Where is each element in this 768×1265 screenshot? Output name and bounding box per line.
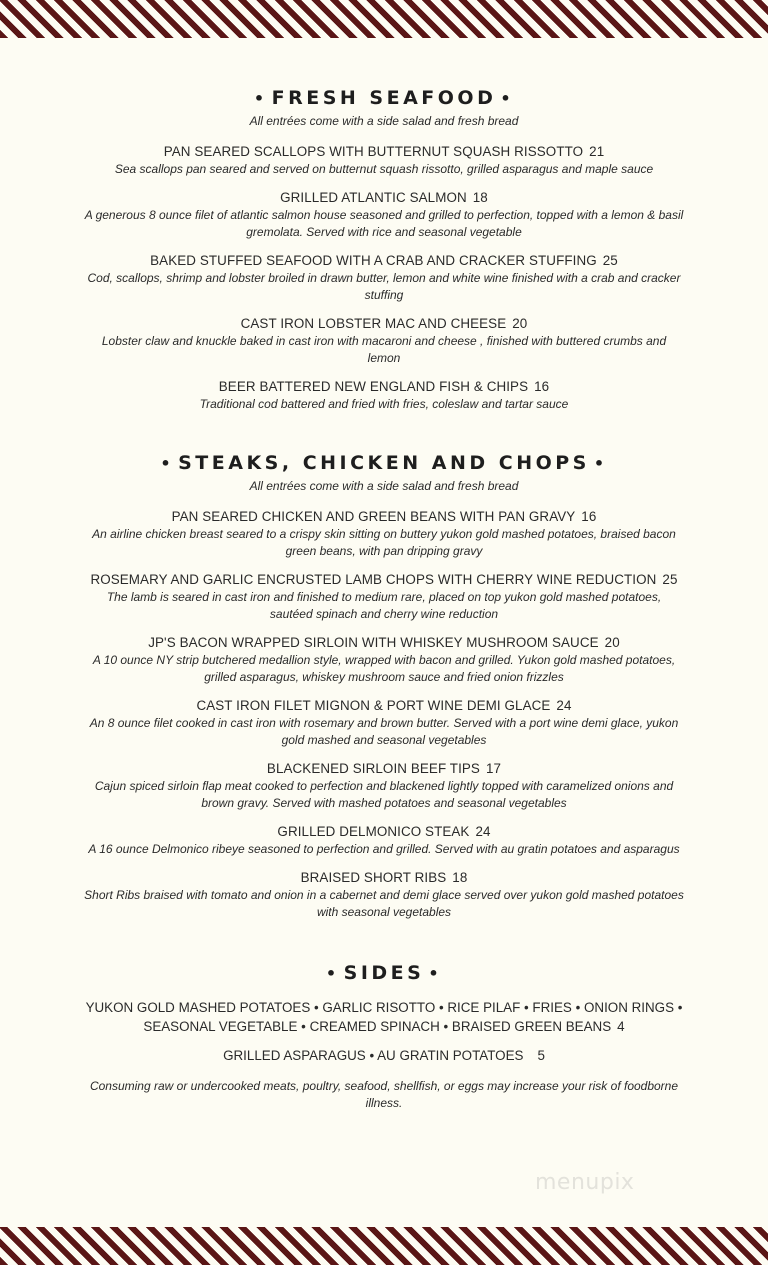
sides-price-1: 4	[617, 1019, 625, 1034]
bottom-stripe-border	[0, 1227, 768, 1265]
menu-item	[0, 143, 768, 178]
item-description: Sea scallops pan seared and served on butternut squash rissotto, grilled asparagus and maple sauce	[114, 162, 654, 176]
item-description: Traditional cod battered and fried with fries, coleslaw and tartar sauce	[199, 397, 569, 411]
item-description: Short Ribs braised with tomato and onion in a cabernet and demi glace served over yukon gold mashed potatoes with seasonal vegetables	[84, 888, 684, 919]
item-name-line	[0, 189, 768, 207]
section-title: • FRESH SEAFOOD •	[253, 87, 515, 109]
menu-item	[0, 760, 768, 812]
item-name: PAN SEARED SCALLOPS WITH BUTTERNUT SQUASH RISSOTTO	[163, 144, 584, 159]
item-description: The lamb is seared in cast iron and finished to medium rare, placed on top yukon gold mashed potatoes, sautéed spinach and cherry wine reduction	[106, 590, 662, 621]
watermark-logo: menupix	[535, 1170, 635, 1195]
section-subtitle: All entrées come with a side salad and fresh bread	[249, 114, 519, 128]
item-description: An airline chicken breast seared to a crispy skin sitting on buttery yukon gold mashed potatoes, braised bacon green beans, with pan dripping gravy	[92, 527, 676, 558]
item-name: PAN SEARED CHICKEN AND GREEN BEANS WITH PAN GRAVY	[171, 509, 576, 524]
section-subtitle: All entrées come with a side salad and fresh bread	[249, 479, 519, 493]
item-name-line	[0, 869, 768, 887]
item-name: JP'S BACON WRAPPED SIRLOIN WITH WHISKEY MUSHROOM SAUCE	[148, 635, 599, 650]
sides-list-line-2: GRILLED ASPARAGUS • AU GRATIN POTATOES 5	[223, 1048, 545, 1063]
item-name-line	[0, 508, 768, 526]
menu-item	[0, 634, 768, 686]
menu-item	[0, 378, 768, 413]
item-name-line	[0, 760, 768, 778]
sides-list-line-1: YUKON GOLD MASHED POTATOES • GARLIC RISOTTO • RICE PILAF • FRIES • ONION RINGS • SEASONAL VEGETABLE • CREAMED SPINACH • BRAISED GREEN BEANS 4	[85, 1000, 683, 1034]
item-price: 16	[581, 509, 597, 524]
item-price: 25	[662, 572, 678, 587]
item-name-line	[0, 823, 768, 841]
item-price: 20	[512, 316, 528, 331]
item-name-line	[0, 634, 768, 652]
item-description: Lobster claw and knuckle baked in cast iron with macaroni and cheese , finished with buttered crumbs and lemon	[101, 334, 667, 365]
item-description: Cajun spiced sirloin flap meat cooked to perfection and blackened lightly topped with caramelized onions and brown gravy. Served with mashed potatoes and seasonal vegetables	[94, 779, 674, 810]
item-name: GRILLED ATLANTIC SALMON	[280, 190, 467, 205]
menu-item	[0, 508, 768, 560]
item-price: 16	[534, 379, 550, 394]
item-price: 24	[475, 824, 491, 839]
item-name-line	[0, 378, 768, 396]
health-disclaimer: Consuming raw or undercooked meats, poultry, seafood, shellfish, or eggs may increase your risk of foodborne illness.	[89, 1079, 679, 1110]
item-name: CAST IRON LOBSTER MAC AND CHEESE	[240, 316, 507, 331]
item-name: GRILLED DELMONICO STEAK	[277, 824, 470, 839]
item-name: BEER BATTERED NEW ENGLAND FISH & CHIPS	[218, 379, 529, 394]
item-price: 21	[589, 144, 605, 159]
item-description: Cod, scallops, shrimp and lobster broiled in drawn butter, lemon and white wine finished with a crab and cracker stuffing	[87, 271, 681, 302]
section-title: • STEAKS, CHICKEN AND CHOPS •	[160, 452, 608, 474]
item-name: BRAISED SHORT RIBS	[300, 870, 447, 885]
section-sides	[0, 959, 768, 1112]
menu-item	[0, 697, 768, 749]
menu-item	[0, 571, 768, 623]
section-steaks-chicken-chops	[0, 449, 768, 921]
item-price: 20	[604, 635, 620, 650]
item-name-line	[0, 315, 768, 333]
top-stripe-border	[0, 0, 768, 38]
item-name: BLACKENED SIRLOIN BEEF TIPS	[266, 761, 480, 776]
item-name: BAKED STUFFED SEAFOOD WITH A CRAB AND CRACKER STUFFING	[150, 253, 597, 268]
menu-item	[0, 315, 768, 367]
item-price: 17	[485, 761, 502, 776]
item-description: An 8 ounce filet cooked in cast iron with rosemary and brown butter. Served with a port wine demi glace, yukon gold mashed and seasonal vegetables	[89, 716, 679, 747]
item-description: A 16 ounce Delmonico ribeye seasoned to perfection and grilled. Served with au gratin potatoes and asparagus	[88, 842, 680, 856]
menu-item	[0, 869, 768, 921]
item-price: 18	[472, 190, 488, 205]
item-name: CAST IRON FILET MIGNON & PORT WINE DEMI GLACE	[196, 698, 551, 713]
item-name-line	[0, 143, 768, 161]
menu-item	[0, 189, 768, 241]
menu-item	[0, 252, 768, 304]
item-name-line	[0, 697, 768, 715]
item-name-line	[0, 252, 768, 270]
menu-item	[0, 823, 768, 858]
item-price: 24	[556, 698, 572, 713]
menu-content	[0, 84, 768, 1112]
item-name-line	[0, 571, 768, 589]
item-name: ROSEMARY AND GARLIC ENCRUSTED LAMB CHOPS WITH CHERRY WINE REDUCTION	[90, 572, 657, 587]
item-description: A 10 ounce NY strip butchered medallion style, wrapped with bacon and grilled. Yukon gold mashed potatoes, grilled asparagus, whiskey mushroom sauce and fried onion frizzles	[92, 653, 676, 684]
section-title: • SIDES •	[325, 962, 443, 984]
item-price: 18	[452, 870, 468, 885]
sides-price-2: 5	[537, 1048, 545, 1063]
section-fresh-seafood	[0, 84, 768, 413]
item-description: A generous 8 ounce filet of atlantic salmon house seasoned and grilled to perfection, topped with a lemon & basil gremolata. Served with rice and seasonal vegetable	[84, 208, 684, 239]
item-price: 25	[602, 253, 618, 268]
